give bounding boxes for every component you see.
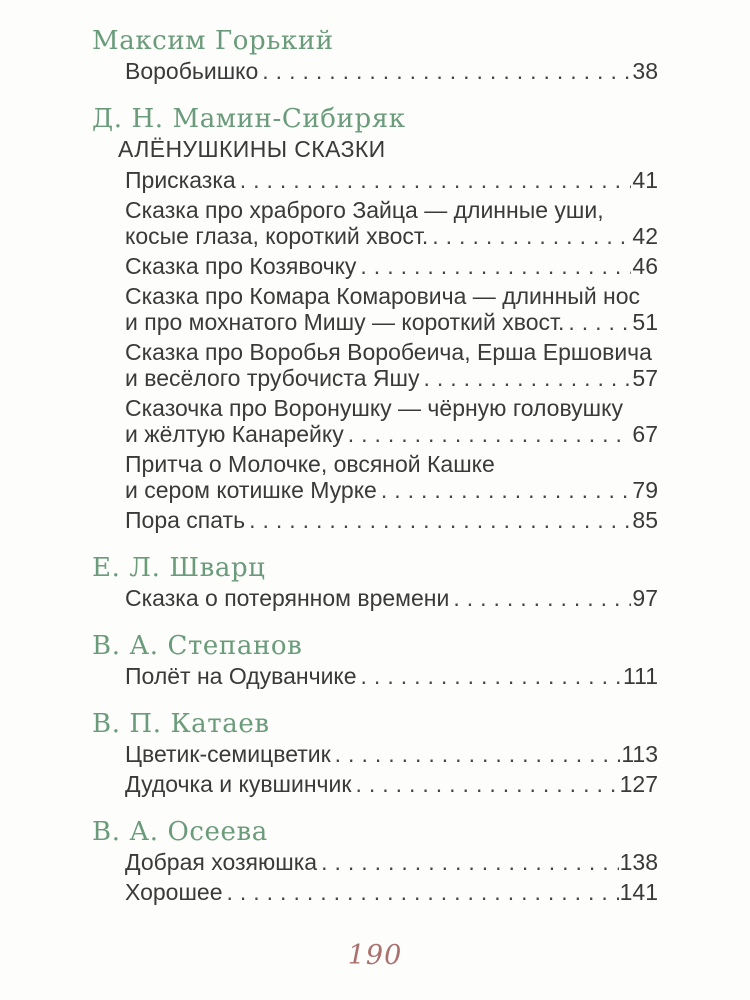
- entry-row: [125, 477, 658, 503]
- toc-section-kataev: [92, 709, 658, 797]
- entry-title: Хорошее: [125, 879, 223, 905]
- dot-leader: [361, 663, 622, 689]
- entry-page-number: 57: [632, 365, 658, 391]
- dot-leader: [227, 879, 619, 905]
- entry-page-number: 67: [632, 421, 658, 447]
- entry-row: [125, 585, 658, 611]
- toc-entry: [125, 253, 658, 279]
- dot-leader: [568, 309, 631, 335]
- toc-section-shvarts: [92, 553, 658, 611]
- entry-title-line2: и жёлтую Канарейку: [125, 421, 344, 447]
- toc-entry: [125, 741, 658, 767]
- entry-title: Сказка о потерянном времени: [125, 585, 450, 611]
- toc-entry: [125, 771, 658, 797]
- entry-page-number: 79: [632, 477, 658, 503]
- entry-page-number: 141: [619, 879, 658, 905]
- entry-title: Сказка про Козявочку: [125, 253, 357, 279]
- toc-entry: [125, 663, 658, 689]
- author-name: В. П. Катаев: [92, 709, 270, 739]
- entry-row: [125, 421, 658, 447]
- entry-page-number: 113: [621, 741, 658, 767]
- entry-row: [125, 223, 658, 249]
- toc-section-gorky: [92, 26, 658, 84]
- toc-entry: [125, 879, 658, 905]
- toc-section-stepanov: [92, 631, 658, 689]
- dot-leader: [423, 365, 631, 391]
- entry-row: [125, 879, 658, 905]
- entry-row: [125, 167, 658, 193]
- entry-title-line2: косые глаза, короткий хвост.: [125, 223, 429, 249]
- dot-leader: [360, 253, 631, 279]
- entry-page-number: 138: [619, 849, 658, 875]
- folio-page-number: 190: [347, 940, 403, 971]
- entry-page-number: 46: [632, 253, 658, 279]
- dot-leader: [249, 507, 631, 533]
- dot-leader: [381, 477, 632, 503]
- entry-title-line2: и про мохнатого Мишу — короткий хвост.: [125, 309, 565, 335]
- entry-title: Присказка: [125, 167, 236, 193]
- entry-title: Добрая хозяюшка: [125, 849, 318, 875]
- toc-entry: [125, 585, 658, 611]
- toc-entry: [125, 451, 658, 503]
- author-name: В. А. Осеева: [92, 817, 268, 847]
- dot-leader: [240, 167, 632, 193]
- toc-entry: [125, 395, 658, 447]
- toc-entry: [125, 283, 658, 335]
- entry-page-number: 42: [632, 223, 658, 249]
- entry-row: [125, 849, 658, 875]
- entry-page-number: 85: [632, 507, 658, 533]
- toc-entry: [125, 339, 658, 391]
- entry-page-number: 51: [632, 309, 658, 335]
- entry-row: [125, 58, 658, 84]
- toc-entry: [125, 58, 658, 84]
- toc-entry: [125, 507, 658, 533]
- dot-leader: [321, 849, 619, 875]
- entry-row: [125, 253, 658, 279]
- author-name: Е. Л. Шварц: [92, 553, 266, 583]
- entry-title: Воробьишко: [125, 58, 259, 84]
- author-name: Максим Горький: [92, 26, 334, 56]
- toc-entry: [125, 197, 658, 249]
- toc-section-oseeva: [92, 817, 658, 905]
- dot-leader: [432, 223, 631, 249]
- entry-row: [125, 507, 658, 533]
- toc-entry: [125, 849, 658, 875]
- author-name: В. А. Степанов: [92, 631, 303, 661]
- toc-entry: [125, 167, 658, 193]
- dot-leader: [453, 585, 631, 611]
- author-name: Д. Н. Мамин-Сибиряк: [92, 104, 406, 134]
- entry-title-line2: и весёлого трубочиста Яшу: [125, 365, 420, 391]
- entry-row: [125, 365, 658, 391]
- entry-title: Пора спать: [125, 507, 246, 533]
- entry-title-line1: Сказочка про Воронушку — чёрную головушку: [125, 395, 623, 421]
- entry-page-number: 97: [632, 585, 658, 611]
- entry-row: [125, 309, 658, 335]
- entry-page-number: 41: [632, 167, 658, 193]
- cycle-title: АЛЁНУШКИНЫ СКАЗКИ: [118, 136, 386, 162]
- entry-row: [125, 663, 658, 689]
- entry-page-number: 111: [623, 663, 658, 689]
- entry-title: Дудочка и кувшинчик: [125, 771, 352, 797]
- entry-title-line1: Сказка про храброго Зайца — длинные уши,: [125, 197, 604, 223]
- entry-row: [125, 741, 658, 767]
- entry-row: [125, 771, 658, 797]
- toc-section-mamin-sibiryak: [92, 104, 658, 533]
- dot-leader: [348, 421, 632, 447]
- entry-title-line1: Притча о Молочке, овсяной Кашке: [125, 451, 495, 477]
- dot-leader: [355, 771, 618, 797]
- entry-title: Цветик-семицветик: [125, 741, 331, 767]
- dot-leader: [335, 741, 621, 767]
- dot-leader: [262, 58, 631, 84]
- entry-title: Полёт на Одуванчике: [125, 663, 357, 689]
- entry-title-line1: Сказка про Воробья Воробеича, Ерша Ершовича: [125, 339, 652, 365]
- entry-page-number: 38: [632, 58, 658, 84]
- entry-title-line1: Сказка про Комара Комаровича — длинный нос: [125, 283, 641, 309]
- entry-title-line2: и сером котишке Мурке: [125, 477, 377, 503]
- entry-page-number: 127: [619, 771, 658, 797]
